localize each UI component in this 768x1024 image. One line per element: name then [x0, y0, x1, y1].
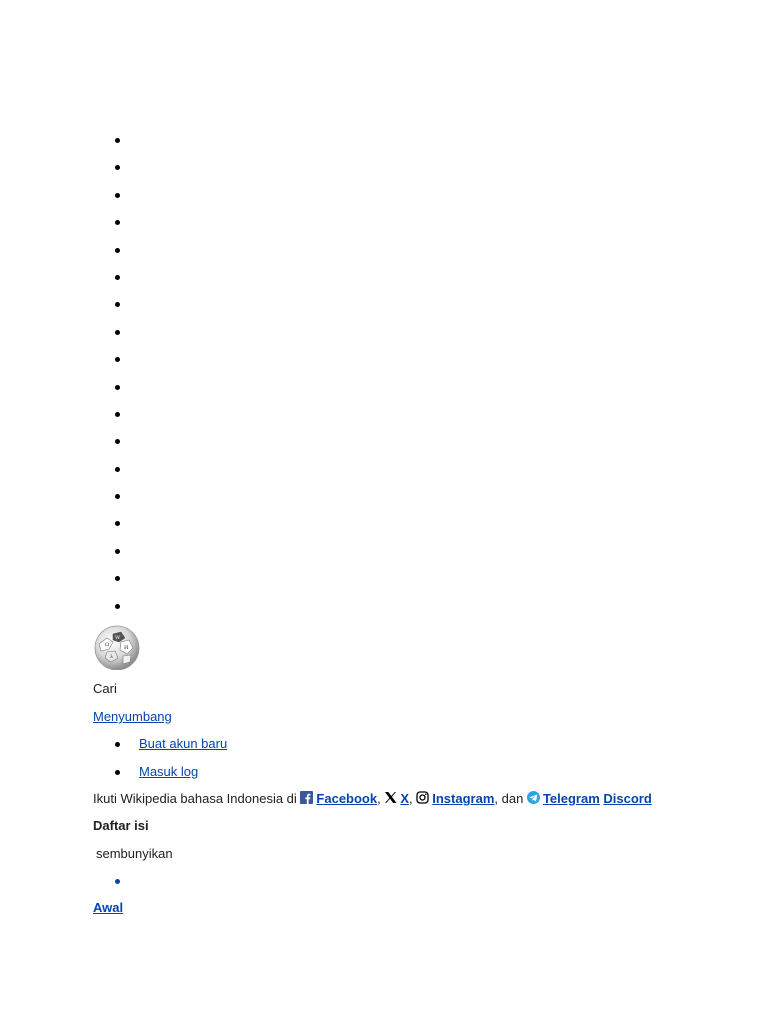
facebook-icon — [300, 791, 313, 804]
list-bullet — [115, 604, 120, 609]
facebook-link[interactable]: Facebook — [316, 791, 378, 806]
telegram-icon — [527, 791, 540, 804]
donate-link[interactable]: Menyumbang — [93, 709, 172, 724]
svg-text:Ω: Ω — [105, 642, 110, 648]
list-bullet — [115, 742, 120, 747]
follow-prefix: Ikuti Wikipedia bahasa Indonesia di — [93, 791, 297, 806]
list-bullet — [115, 275, 120, 280]
telegram-link[interactable]: Telegram — [542, 791, 600, 806]
create-account-link[interactable]: Buat akun baru — [139, 736, 228, 751]
toc-list-item — [93, 872, 393, 890]
list-bullet — [115, 879, 120, 884]
list-bullet — [115, 385, 120, 390]
login-item — [93, 763, 393, 781]
list-bullet — [115, 138, 120, 143]
list-bullet — [115, 494, 120, 499]
list-bullet — [115, 439, 120, 444]
discord-link[interactable]: Discord — [603, 791, 652, 806]
list-bullet — [115, 302, 120, 307]
list-bullet — [115, 248, 120, 253]
toc-toggle-button[interactable]: sembunyikan — [96, 846, 173, 861]
list-bullet — [115, 770, 120, 775]
svg-text:W: W — [115, 635, 121, 641]
list-bullet — [115, 521, 120, 526]
x-icon — [384, 791, 397, 804]
search-label[interactable]: Cari — [93, 681, 117, 696]
list-bullet — [115, 549, 120, 554]
instagram-link[interactable]: Instagram — [432, 791, 495, 806]
svg-text:λ: λ — [110, 654, 114, 660]
follow-line: Ikuti Wikipedia bahasa Indonesia di Facebook, X, Instagram, dan Telegram Discord — [93, 791, 652, 806]
list-bullet — [115, 467, 120, 472]
toc-title: Daftar isi — [93, 818, 149, 833]
toc-link-top[interactable]: Awal — [93, 900, 124, 915]
list-bullet — [115, 193, 120, 198]
list-bullet — [115, 357, 120, 362]
create-account-item — [93, 735, 393, 753]
wikipedia-globe-icon[interactable] — [93, 624, 143, 670]
instagram-icon — [416, 791, 429, 804]
list-bullet — [115, 165, 120, 170]
x-link[interactable]: X — [400, 791, 410, 806]
list-bullet — [115, 330, 120, 335]
list-bullet — [115, 576, 120, 581]
svg-text:И: И — [124, 645, 129, 651]
list-bullet — [115, 412, 120, 417]
login-link[interactable]: Masuk log — [139, 764, 199, 779]
list-bullet — [115, 220, 120, 225]
follow-and: , dan — [494, 791, 524, 806]
